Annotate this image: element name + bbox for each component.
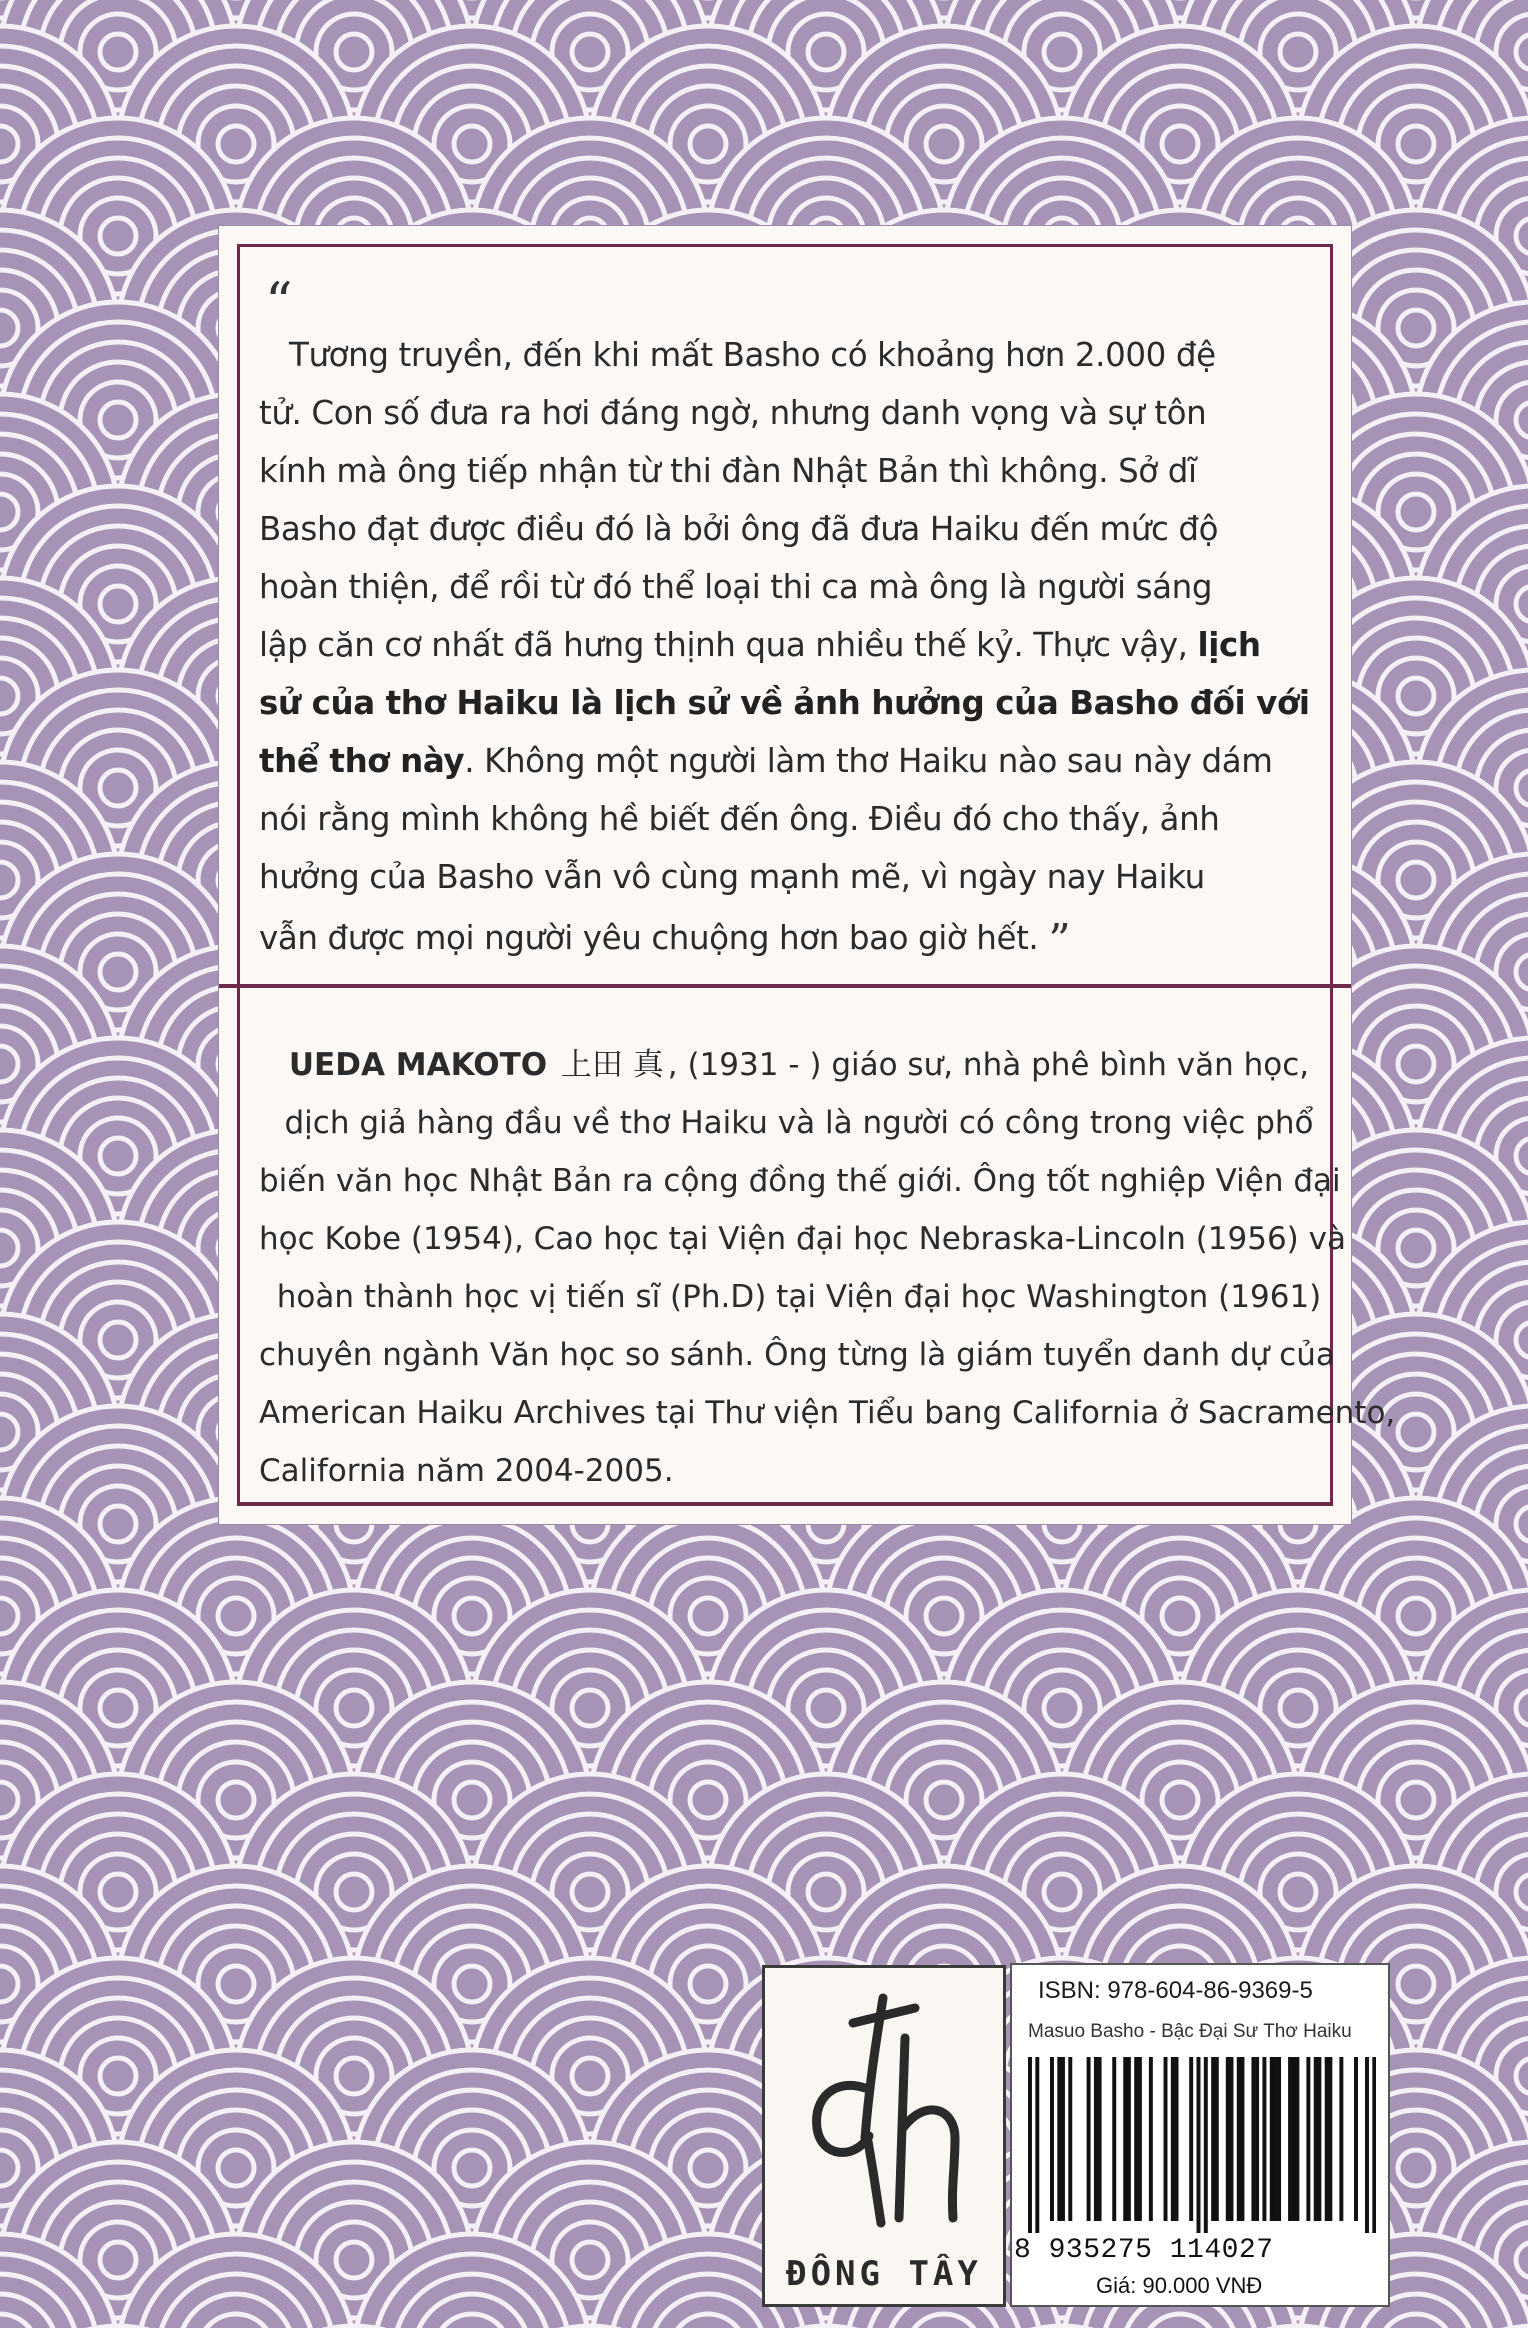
quote-line-5: hoàn thiện, để rồi từ đó thể loại thi ca mà ông là người sáng [259,568,1213,606]
barcode-bar [1288,2057,1292,2221]
text-panel [218,225,1396,1525]
barcode-bar [1057,2057,1061,2221]
barcode-bar [1328,2057,1332,2221]
quote-line-1: Tương truyền, đến khi mất Basho có khoảng hơn 2.000 đệ [289,336,1216,374]
barcode-bar [1365,2057,1369,2233]
barcode-bar [1273,2057,1277,2221]
bio-line-3: biến văn học Nhật Bản ra cộng đồng thế giới. Ông tốt nghiệp Viện đại [259,1163,1341,1199]
quote-block [259,266,1339,967]
barcode-bar [1314,2057,1318,2221]
publisher-logo [762,1965,1006,2307]
bio-line-7: American Haiku Archives tại Thư viện Tiểu bang California ở Sacramento, [259,1395,1396,1431]
barcode-bar [1127,2057,1131,2221]
section-divider [219,984,1351,988]
quote-line-6 [259,616,1339,674]
barcode-bar [1028,2057,1032,2233]
quote-emphasis-3: thể thơ này [259,742,465,780]
quote-emphasis-1: lịch [1197,626,1261,664]
barcode-bar [1306,2057,1310,2221]
quote-line-3: kính mà ông tiếp nhận từ thi đàn Nhật Bản thì không. Sở dĩ [259,452,1197,490]
barcode-bar [1226,2057,1230,2221]
author-name: UEDA MAKOTO [288,1047,548,1083]
barcode-bar [1087,2057,1091,2221]
bio-line-6: chuyên ngành Văn học so sánh. Ông từng là giám tuyển danh dự của [259,1337,1335,1373]
quote-emphasis-2: sử của thơ Haiku là lịch sử về ảnh hưởng của Basho đối với [259,684,1310,722]
quote-line-8-text: . Không một người làm thơ Haiku nào sau này dám [464,742,1273,780]
bio-line-2: dịch giả hàng đầu về thơ Haiku và là người có công trong việc phổ [284,1105,1314,1141]
quote-line-2: tử. Con số đưa ra hơi đáng ngờ, nhưng danh vọng và sự tôn [259,394,1207,432]
barcode-bar [1175,2057,1179,2221]
barcode-bar [1292,2057,1296,2221]
barcode-bars [1028,2057,1376,2233]
barcode-bar [1138,2057,1142,2221]
quote-line-9: nói rằng mình không hề biết đến ông. Điều đó cho thấy, ảnh [259,800,1220,838]
open-quote-mark: “ [265,271,293,334]
barcode-bar [1094,2057,1098,2221]
barcode-bar [1134,2057,1138,2221]
bio-line-1 [259,1036,1339,1094]
dong-tay-calligraphy-icon [765,1968,1003,2248]
quote-line-4: Basho đạt được điều đó là bởi ông đã đưa Haiku đến mức độ [259,510,1219,548]
price-text: Giá: 90.000 VNĐ [1096,2273,1263,2298]
barcode-bar [1204,2057,1208,2233]
barcode-bar [1270,2057,1274,2221]
barcode-bar [1240,2057,1244,2221]
close-quote-mark: ” [1048,915,1071,966]
barcode-bar [1061,2057,1065,2221]
barcode-bar [1098,2057,1102,2221]
barcode-bar [1035,2057,1039,2233]
barcode-bar [1164,2057,1168,2221]
book-title-small: Masuo Basho - Bậc Đại Sư Thơ Haiku [1028,2021,1352,2042]
barcode-bar [1068,2057,1072,2221]
barcode-bar [1251,2057,1255,2221]
author-kanji: 上田 真 [560,1047,664,1083]
barcode-bar [1262,2057,1266,2221]
barcode-bar [1237,2057,1241,2221]
bio-line-8: California năm 2004-2005. [259,1453,674,1489]
barcode-label [1010,1963,1390,2307]
barcode-bar [1317,2057,1321,2221]
barcode-bar [1372,2057,1376,2233]
author-bio [259,1036,1396,1500]
barcode-bar [1255,2057,1259,2221]
quote-line-6-text: lập căn cơ nhất đã hưng thịnh qua nhiều thế kỷ. Thực vậy, [259,626,1188,664]
barcode-bar [1197,2057,1201,2233]
ean-number: 8 935275 114027 [1014,2235,1274,2266]
barcode-bar [1189,2057,1193,2221]
barcode-bar [1339,2057,1343,2221]
barcode-bar [1229,2057,1233,2221]
barcode-bar [1123,2057,1127,2221]
bio-line-4: học Kobe (1954), Cao học tại Viện đại học Nebraska-Lincoln (1956) và [259,1221,1346,1257]
barcode-bar [1354,2057,1358,2221]
publisher-name: ĐÔNG TÂY [786,2254,982,2294]
bio-line-5: hoàn thành học vị tiến sĩ (Ph.D) tại Viện đại học Washington (1961) [276,1279,1322,1315]
barcode-bar [1325,2057,1329,2221]
barcode-bar [1050,2057,1054,2221]
isbn-text: ISBN: 978-604-86-9369-5 [1038,1977,1313,2004]
barcode-bar [1171,2057,1175,2221]
barcode-bar [1211,2057,1215,2221]
barcode-bar [1149,2057,1153,2221]
barcode-bar [1277,2057,1281,2221]
quote-line-10: hưởng của Basho vẫn vô cùng mạnh mẽ, vì ngày nay Haiku [259,858,1205,896]
barcode-bar [1112,2057,1116,2221]
barcode-bar [1215,2057,1219,2221]
barcode-bar [1295,2057,1299,2221]
quote-line-11-text: vẫn được mọi người yêu chuộng hơn bao giờ hết. [259,919,1039,957]
quote-line-11 [259,906,1339,967]
bio-line-1-text: , (1931 - ) giáo sư, nhà phê bình văn học, [667,1047,1310,1083]
quote-line-8 [259,732,1339,790]
